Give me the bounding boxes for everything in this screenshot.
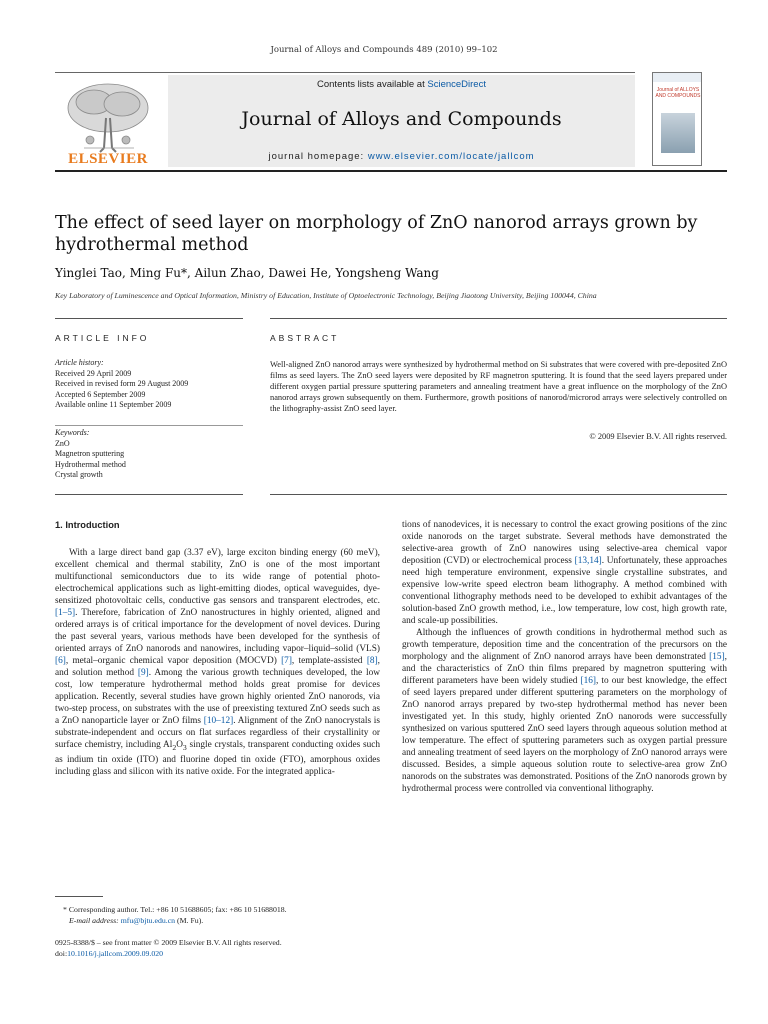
- history-received: Received 29 April 2009: [55, 368, 132, 378]
- header-rule: [55, 72, 635, 73]
- intro-paragraph: With a large direct band gap (3.37 eV), large exciton binding energy (60 meV), excellent chemical and thermal stability, ZnO is one of the most important multifunctional semiconductors due to its wide range of potential photo-electrochemical applications such as light-emitting diodes, optical waveguides, dye-sensitized photovoltaic cells, conductive gas sensors and transparent electrodes, etc. [1–5]. Therefore, fabrication of ZnO nanostructures in highly oriented, aligned and ordered arrays is of critical importance for the development of novel devices. During the past several years, various methods have been developed for the synthesis of oriented arrays of ZnO nanorods and nanowires, including vapor–liquid–solid (VLS) [6], metal–organic chemical vapor deposition (MOCVD) [7], template-assisted [8], and solution method [9]. Among the various growth techniques developed, the low cost, low temperature hydrothermal method holds great promise for devices application. Recently, several studies have grown highly oriented ZnO nanorods, via two-step process, on substrates with the use of preexisting textured ZnO seeds such as a ZnO nanoparticle layer or ZnO films [10–12]. Alignment of the ZnO nanocrystals is substrate-independent and occurs on flat surfaces regardless of their crystallinity or surface chemistry, including $Al_2O_3$ single crystals, transparent conducting oxides such as indium tin oxide (ITO) and fluorine doped tin oxide (FTO), amorphous oxides including glass and silicon with its native oxide. For the integrated applica-: [55, 548, 380, 777]
- abstract-copyright: © 2009 Elsevier B.V. All rights reserved.: [589, 432, 727, 441]
- issn-line: 0925-8388/$ – see front matter © 2009 Elsevier B.V. All rights reserved.: [55, 938, 282, 947]
- sciencedirect-link[interactable]: ScienceDirect: [427, 79, 486, 90]
- body-column-left: [55, 519, 380, 778]
- article-info-heading: ARTICLE INFO: [55, 333, 150, 343]
- journal-name: Journal of Alloys and Compounds: [241, 108, 562, 130]
- publisher-wordmark: ELSEVIER: [68, 151, 148, 167]
- contents-line: [168, 79, 635, 90]
- history-label: Article history:: [55, 358, 104, 367]
- citation-link[interactable]: [8]: [366, 656, 378, 666]
- page-footer: [55, 937, 380, 959]
- cover-image: [661, 113, 695, 153]
- article-title: The effect of seed layer on morphology of ZnO nanorod arrays grown by hydrothermal method: [55, 213, 698, 255]
- corresponding-author-footnote: [55, 904, 380, 926]
- doi-link[interactable]: 10.1016/j.jallcom.2009.09.020: [67, 949, 164, 958]
- citation-link[interactable]: [15]: [709, 652, 725, 662]
- citation-link[interactable]: [1–5]: [55, 608, 76, 618]
- doi-line: doi:10.1016/j.jallcom.2009.09.020: [55, 949, 164, 958]
- journal-masthead: [168, 75, 635, 167]
- keyword: Hydrothermal method: [55, 459, 126, 469]
- history-online: Available online 11 September 2009: [55, 400, 172, 409]
- citation-link[interactable]: [6]: [55, 656, 66, 666]
- keywords-rule: [55, 425, 243, 426]
- intro-paragraph: tions of nanodevices, it is necessary to control the exact growing positions of the zinc oxide nanorods on the target substrate. Several methods have demonstrated the selective-area growth of ZnO nanowires using selective-area chemical vapor deposition (CVD) or electrochemical process [13,14]. Unfortunately, these approaches need high temperature environment, expensive single crystalline substrates, and expensive low-write speed electron beam lithography. A method combined with conventional lithography methods need to be developed to exhibit advantages of the solution-based ZnO growth method, i.e., low temperature, low cost, high growth rate, and scale-up possibilities.: [402, 520, 727, 626]
- body-rule-left: [55, 494, 243, 495]
- keyword: Magnetron sputtering: [55, 449, 125, 458]
- journal-cover-thumbnail: [652, 72, 702, 166]
- contents-prefix: Contents lists available at: [317, 79, 428, 90]
- article-history: [55, 358, 243, 411]
- masthead-rule: [55, 170, 727, 172]
- body-column-right: [402, 519, 727, 795]
- section-heading: 1. Introduction: [55, 520, 120, 530]
- article-authors: Yinglei Tao, Ming Fu*, Ailun Zhao, Dawei He, Yongsheng Wang: [55, 266, 439, 280]
- citation-link[interactable]: [16]: [580, 676, 596, 686]
- body-rule-right: [270, 494, 727, 495]
- homepage-prefix: journal homepage:: [268, 151, 368, 162]
- footnote-rule: [55, 896, 103, 897]
- citation-link[interactable]: [13,14]: [574, 556, 602, 566]
- abstract-heading: ABSTRACT: [270, 333, 340, 343]
- citation-link[interactable]: [9]: [137, 668, 149, 678]
- cover-title: Journal of ALLOYS AND COMPOUNDS: [655, 87, 701, 99]
- article-affiliation: Key Laboratory of Luminescence and Optical Information, Ministry of Education, Institute of Optoelectronic Technology, Beijing Jiaotong University, Beijing 100044, China: [55, 291, 597, 300]
- citation-link[interactable]: [7]: [281, 656, 292, 666]
- keyword: Crystal growth: [55, 470, 103, 479]
- intro-paragraph: Although the influences of growth conditions in hydrothermal method such as growth temperature, deposition time and the concentration of the precursors on the morphology and the alignment of ZnO nanorod arrays have been demonstrated [15], and the characteristics of ZnO thin films prepared by magnetron sputtering with different parameters have been widely studied [16], to our best knowledge, the effect of seed layers prepared under different sputtering parameters on the morphology of ZnO nanorod arrays prepared by two-step hydrothermal method has never been investigated yet. In this study, highly oriented ZnO nanorods were successfully synthesized on various sputtered ZnO seed layers through aqueous solution method at low temperature. The effect of sputtering parameters such as oxygen partial pressure and annealing treatment of seed layers on the morphology of ZnO nanorod arrays were discussed. Besides, a simple aqueous solution route to selective-area grow ZnO nanorods on the substrates was demonstrated. Positions of the ZnO nanorods grown by hydrothermal process were controlled via conventional lithography.: [402, 628, 727, 794]
- abstract-text: Well-aligned ZnO nanorod arrays were synthesized by hydrothermal method on Si substrates that were covered with pre-deposited ZnO films as seed layers. The ZnO seed layers were deposited by RF magnetron sputtering. It is found that the seed layers prepared under different oxygen partial pressure sputtering parameters and annealing treatment have a great influence on the morphology of the ZnO nanorod arrays grown subsequently on them. Furthermore, growth positions of nanorod/microrod arrays were selectively controlled on the lithography-assist ZnO seed layer.: [270, 360, 727, 414]
- cover-band: [653, 73, 701, 82]
- journal-citation: Journal of Alloys and Compounds 489 (2010) 99–102: [270, 45, 498, 55]
- abstract-rule: [270, 318, 727, 319]
- footnote-email: E-mail address: mfu@bjtu.edu.cn (M. Fu).: [69, 916, 204, 925]
- keyword: ZnO: [55, 438, 70, 448]
- citation-link[interactable]: [10–12]: [203, 716, 234, 726]
- history-revised: Received in revised form 29 August 2009: [55, 379, 189, 388]
- journal-homepage: [168, 151, 635, 162]
- email-link[interactable]: mfu@bjtu.edu.cn: [120, 916, 176, 925]
- keywords-label: Keywords:: [55, 428, 90, 437]
- homepage-link[interactable]: www.elsevier.com/locate/jallcom: [367, 151, 535, 162]
- article-info-rule: [55, 318, 243, 319]
- keywords: [55, 428, 243, 481]
- footnote-contact: * Corresponding author. Tel.: +86 10 51688605; fax: +86 10 51688018.: [63, 905, 287, 914]
- history-accepted: Accepted 6 September 2009: [55, 389, 146, 399]
